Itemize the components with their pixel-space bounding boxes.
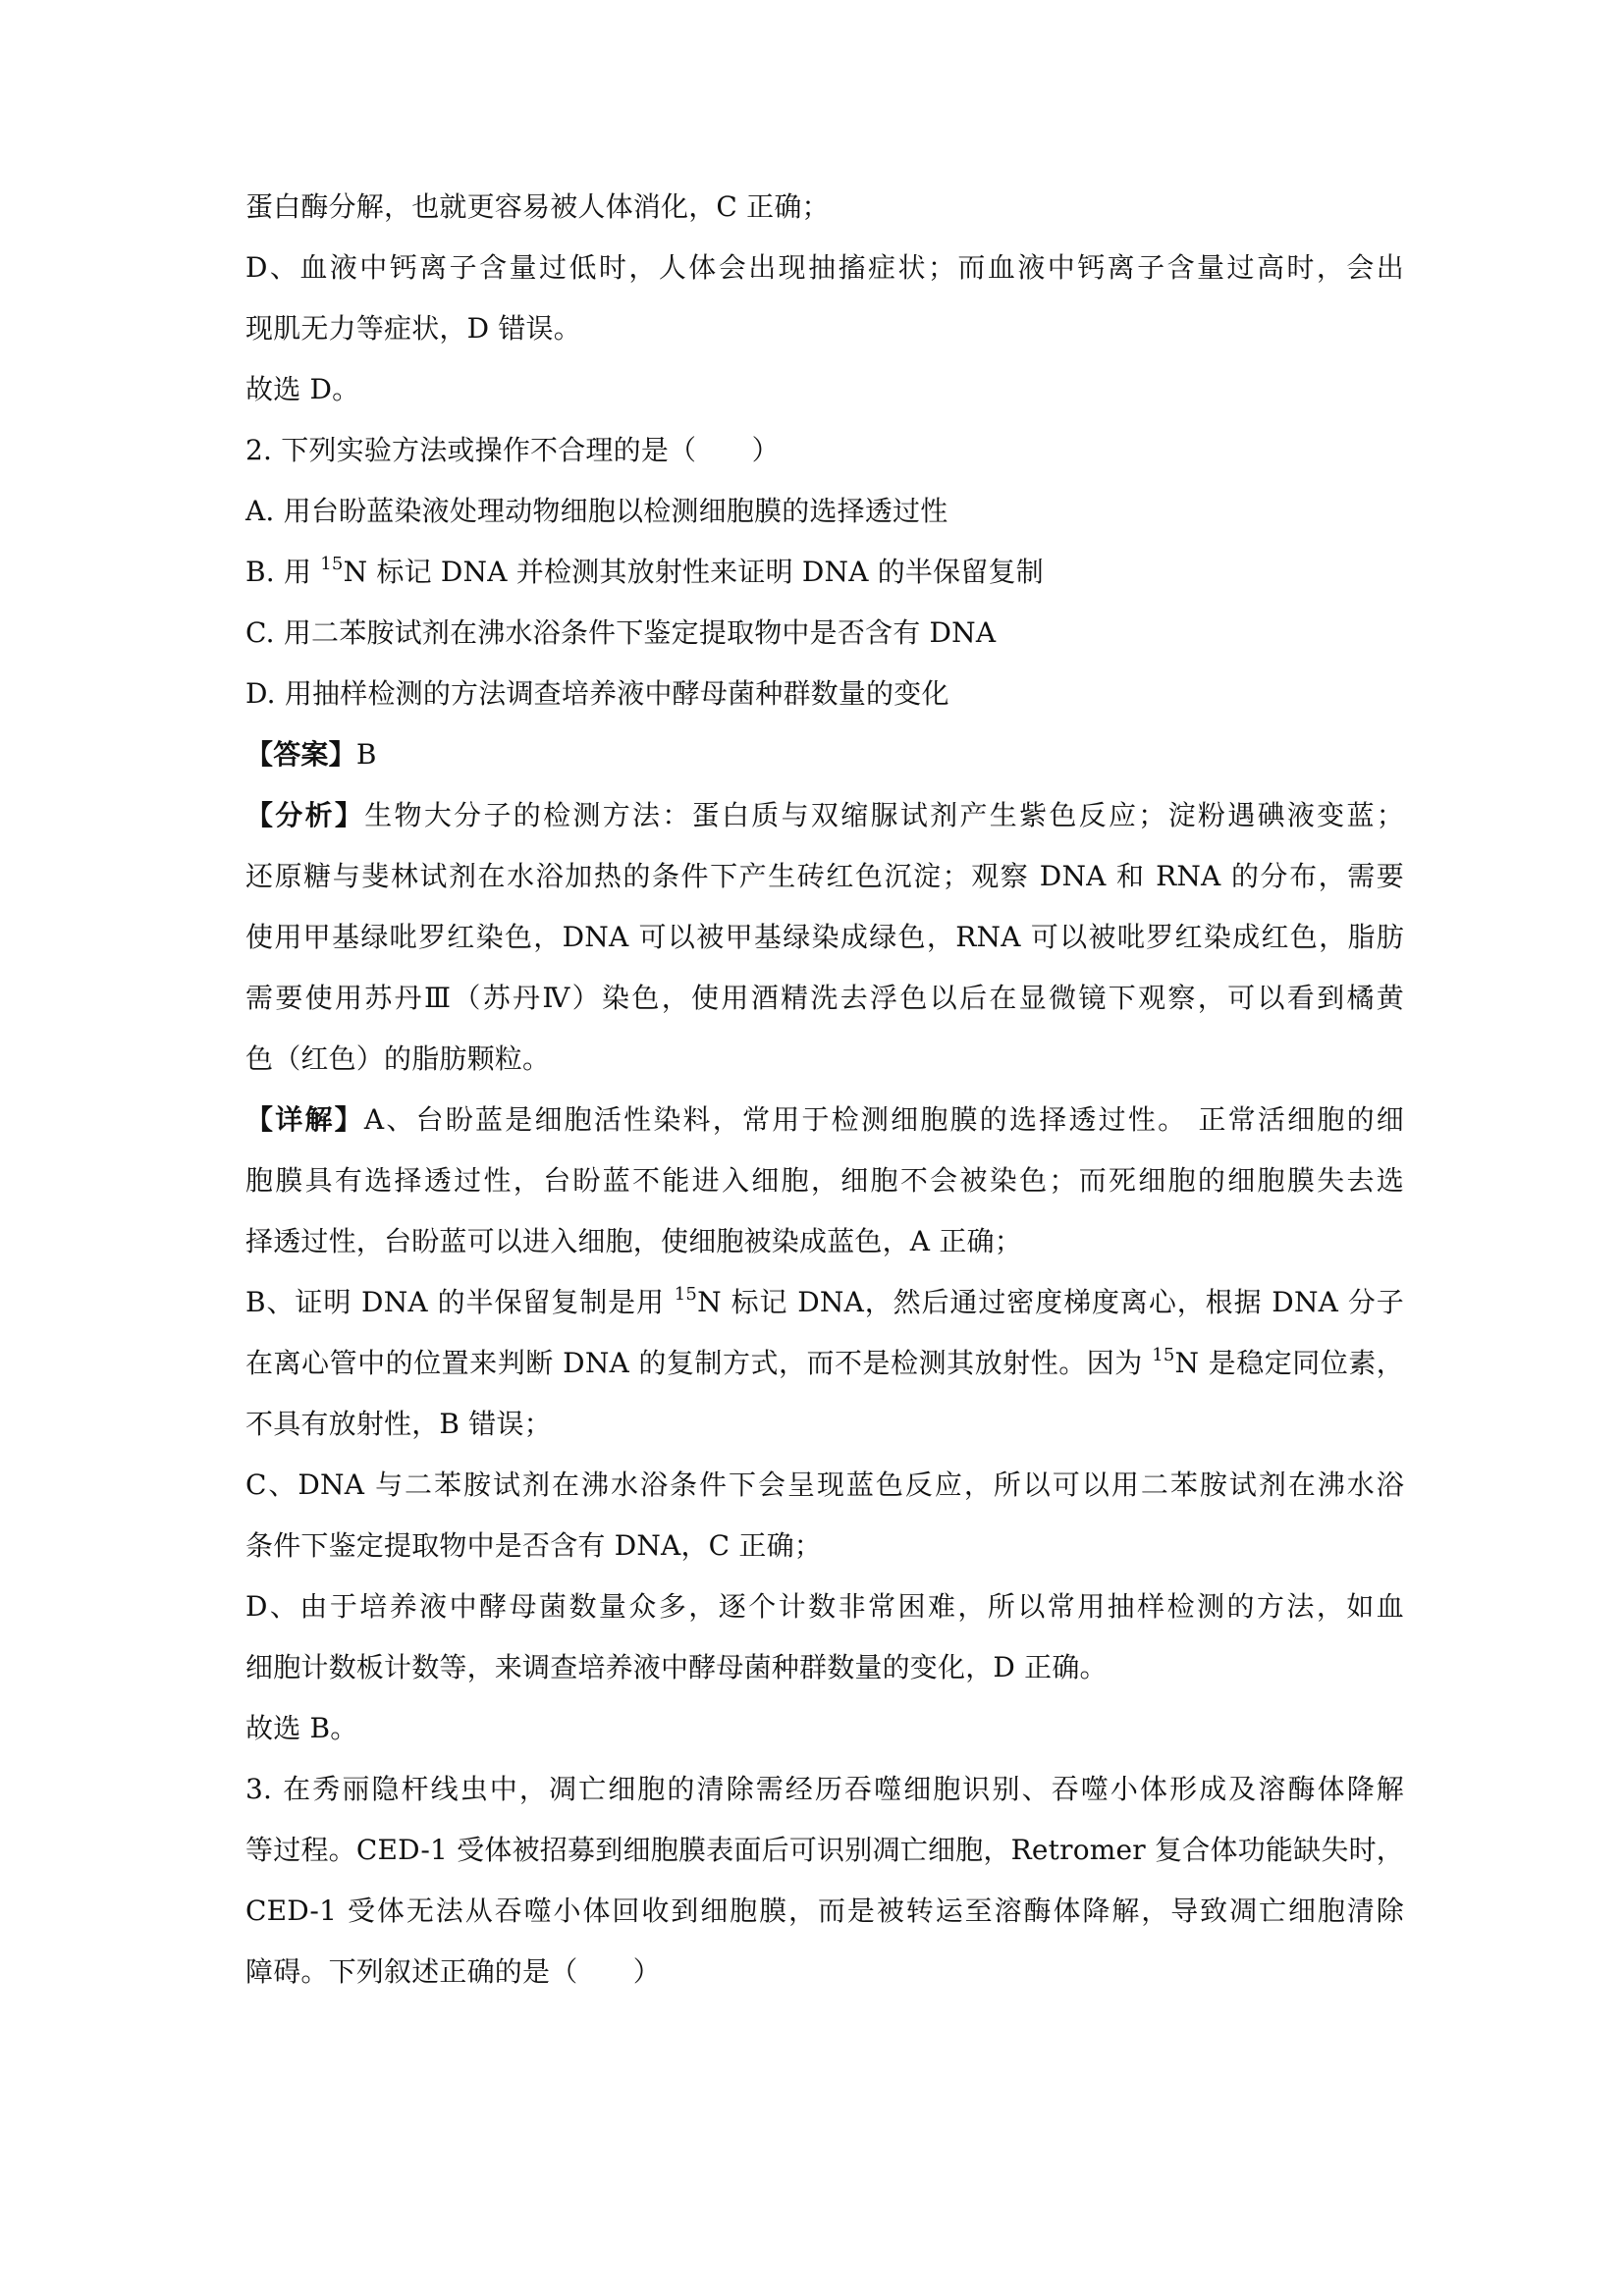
text-segment: 故选 B。	[245, 1712, 358, 1744]
text-segment: 细胞计数板计数等，来调查培养液中酵母菌种群数量的变化，D 正确。	[245, 1651, 1108, 1683]
text-segment: 胞膜具有选择透过性，台盼蓝不能进入细胞，细胞不会被染色；而死细胞的细胞膜失去选	[245, 1164, 1404, 1197]
text-segment: 3. 在秀丽隐杆线虫中，凋亡细胞的清除需经历吞噬细胞识别、吞噬小体形成及溶酶体降解	[245, 1773, 1404, 1805]
text-segment: 等过程。CED-1 受体被招募到细胞膜表面后可识别凋亡细胞，Retromer 复合体功能缺失时，	[245, 1834, 1404, 1866]
text-segment: D、由于培养液中酵母菌数量众多，逐个计数非常困难，所以常用抽样检测的方法，如血	[245, 1590, 1404, 1623]
text-segment: B、证明 DNA 的半保留复制是用	[245, 1286, 675, 1318]
text-line	[245, 785, 1404, 846]
text-segment: N 是稳定同位素，	[1174, 1347, 1405, 1379]
text-line	[245, 359, 1404, 420]
text-line	[245, 1333, 1404, 1394]
text-line	[245, 1029, 1404, 1090]
text-line	[245, 1759, 1404, 1820]
text-line	[245, 1881, 1404, 1942]
text-segment: 故选 D。	[245, 373, 360, 405]
text-line	[245, 1637, 1404, 1698]
text-line	[245, 968, 1404, 1029]
text-line	[245, 238, 1404, 298]
text-segment: CED-1 受体无法从吞噬小体回收到细胞膜，而是被转运至溶酶体降解，导致凋亡细胞清除	[245, 1895, 1404, 1927]
text-line	[245, 481, 1404, 542]
text-segment: C、DNA 与二苯胺试剂在沸水浴条件下会呈现蓝色反应，所以可以用二苯胺试剂在沸水浴	[245, 1468, 1404, 1501]
text-line	[245, 1820, 1404, 1881]
text-line	[245, 1150, 1404, 1211]
text-line	[245, 1698, 1404, 1759]
text-segment: B. 用	[245, 556, 321, 588]
text-line	[245, 846, 1404, 907]
text-line	[245, 420, 1404, 481]
text-segment: A、台盼蓝是细胞活性染料，常用于检测细胞膜的选择透过性。 正常活细胞的细	[363, 1103, 1404, 1136]
text-line	[245, 664, 1404, 724]
text-line	[245, 542, 1404, 603]
text-segment: 条件下鉴定提取物中是否含有 DNA，C 正确；	[245, 1529, 822, 1562]
text-segment: 需要使用苏丹Ⅲ（苏丹Ⅳ）染色，使用酒精洗去浮色以后在显微镜下观察，可以看到橘黄	[245, 982, 1404, 1014]
text-segment: 2. 下列实验方法或操作不合理的是（ ）	[245, 434, 780, 466]
text-segment: 生物大分子的检测方法：蛋白质与双缩脲试剂产生紫色反应；淀粉遇碘液变蓝；	[364, 799, 1404, 831]
text-segment: D. 用抽样检测的方法调查培养液中酵母菌种群数量的变化	[245, 677, 949, 710]
section-label: 【答案】	[245, 738, 356, 771]
text-line	[245, 907, 1404, 968]
text-segment: 使用甲基绿吡罗红染色，DNA 可以被甲基绿染成绿色，RNA 可以被吡罗红染成红色，脂肪	[245, 921, 1404, 953]
text-segment: 择透过性，台盼蓝可以进入细胞，使细胞被染成蓝色，A 正确；	[245, 1225, 1022, 1257]
text-line	[245, 1211, 1404, 1272]
text-line	[245, 603, 1404, 664]
text-segment: 现肌无力等症状，D 错误。	[245, 312, 581, 345]
text-segment: 不具有放射性，B 错误；	[245, 1408, 552, 1440]
text-segment: N 标记 DNA 并检测其放射性来证明 DNA 的半保留复制	[343, 556, 1044, 588]
text-line	[245, 724, 1404, 785]
text-segment: A. 用台盼蓝染液处理动物细胞以检测细胞膜的选择透过性	[245, 495, 948, 527]
text-segment: 还原糖与斐林试剂在水浴加热的条件下产生砖红色沉淀；观察 DNA 和 RNA 的分布，需要	[245, 860, 1404, 892]
text-line	[245, 1942, 1404, 2002]
text-line	[245, 1455, 1404, 1516]
isotope-superscript: 15	[674, 1284, 698, 1305]
text-segment: C. 用二苯胺试剂在沸水浴条件下鉴定提取物中是否含有 DNA	[245, 616, 997, 649]
text-line	[245, 1394, 1404, 1455]
text-segment: 在离心管中的位置来判断 DNA 的复制方式，而不是检测其放射性。因为	[245, 1347, 1153, 1379]
text-line	[245, 177, 1404, 238]
text-line	[245, 1576, 1404, 1637]
text-segment: D、血液中钙离子含量过低时，人体会出现抽搐症状；而血液中钙离子含量过高时，会出	[245, 251, 1404, 284]
text-line	[245, 1272, 1404, 1333]
text-line	[245, 1090, 1404, 1150]
section-label: 【分析】	[245, 799, 365, 831]
text-line	[245, 298, 1404, 359]
text-segment: 障碍。下列叙述正确的是（ ）	[245, 1955, 662, 1988]
text-line	[245, 1516, 1404, 1576]
isotope-superscript: 15	[1152, 1345, 1175, 1365]
document-body	[245, 177, 1404, 2002]
text-segment: 蛋白酶分解，也就更容易被人体消化，C 正确；	[245, 190, 830, 223]
text-segment: B	[355, 738, 377, 771]
section-label: 【详解】	[245, 1103, 364, 1136]
text-segment: 色（红色）的脂肪颗粒。	[245, 1042, 551, 1075]
text-segment: N 标记 DNA，然后通过密度梯度离心，根据 DNA 分子	[697, 1286, 1404, 1318]
isotope-superscript: 15	[320, 554, 344, 574]
